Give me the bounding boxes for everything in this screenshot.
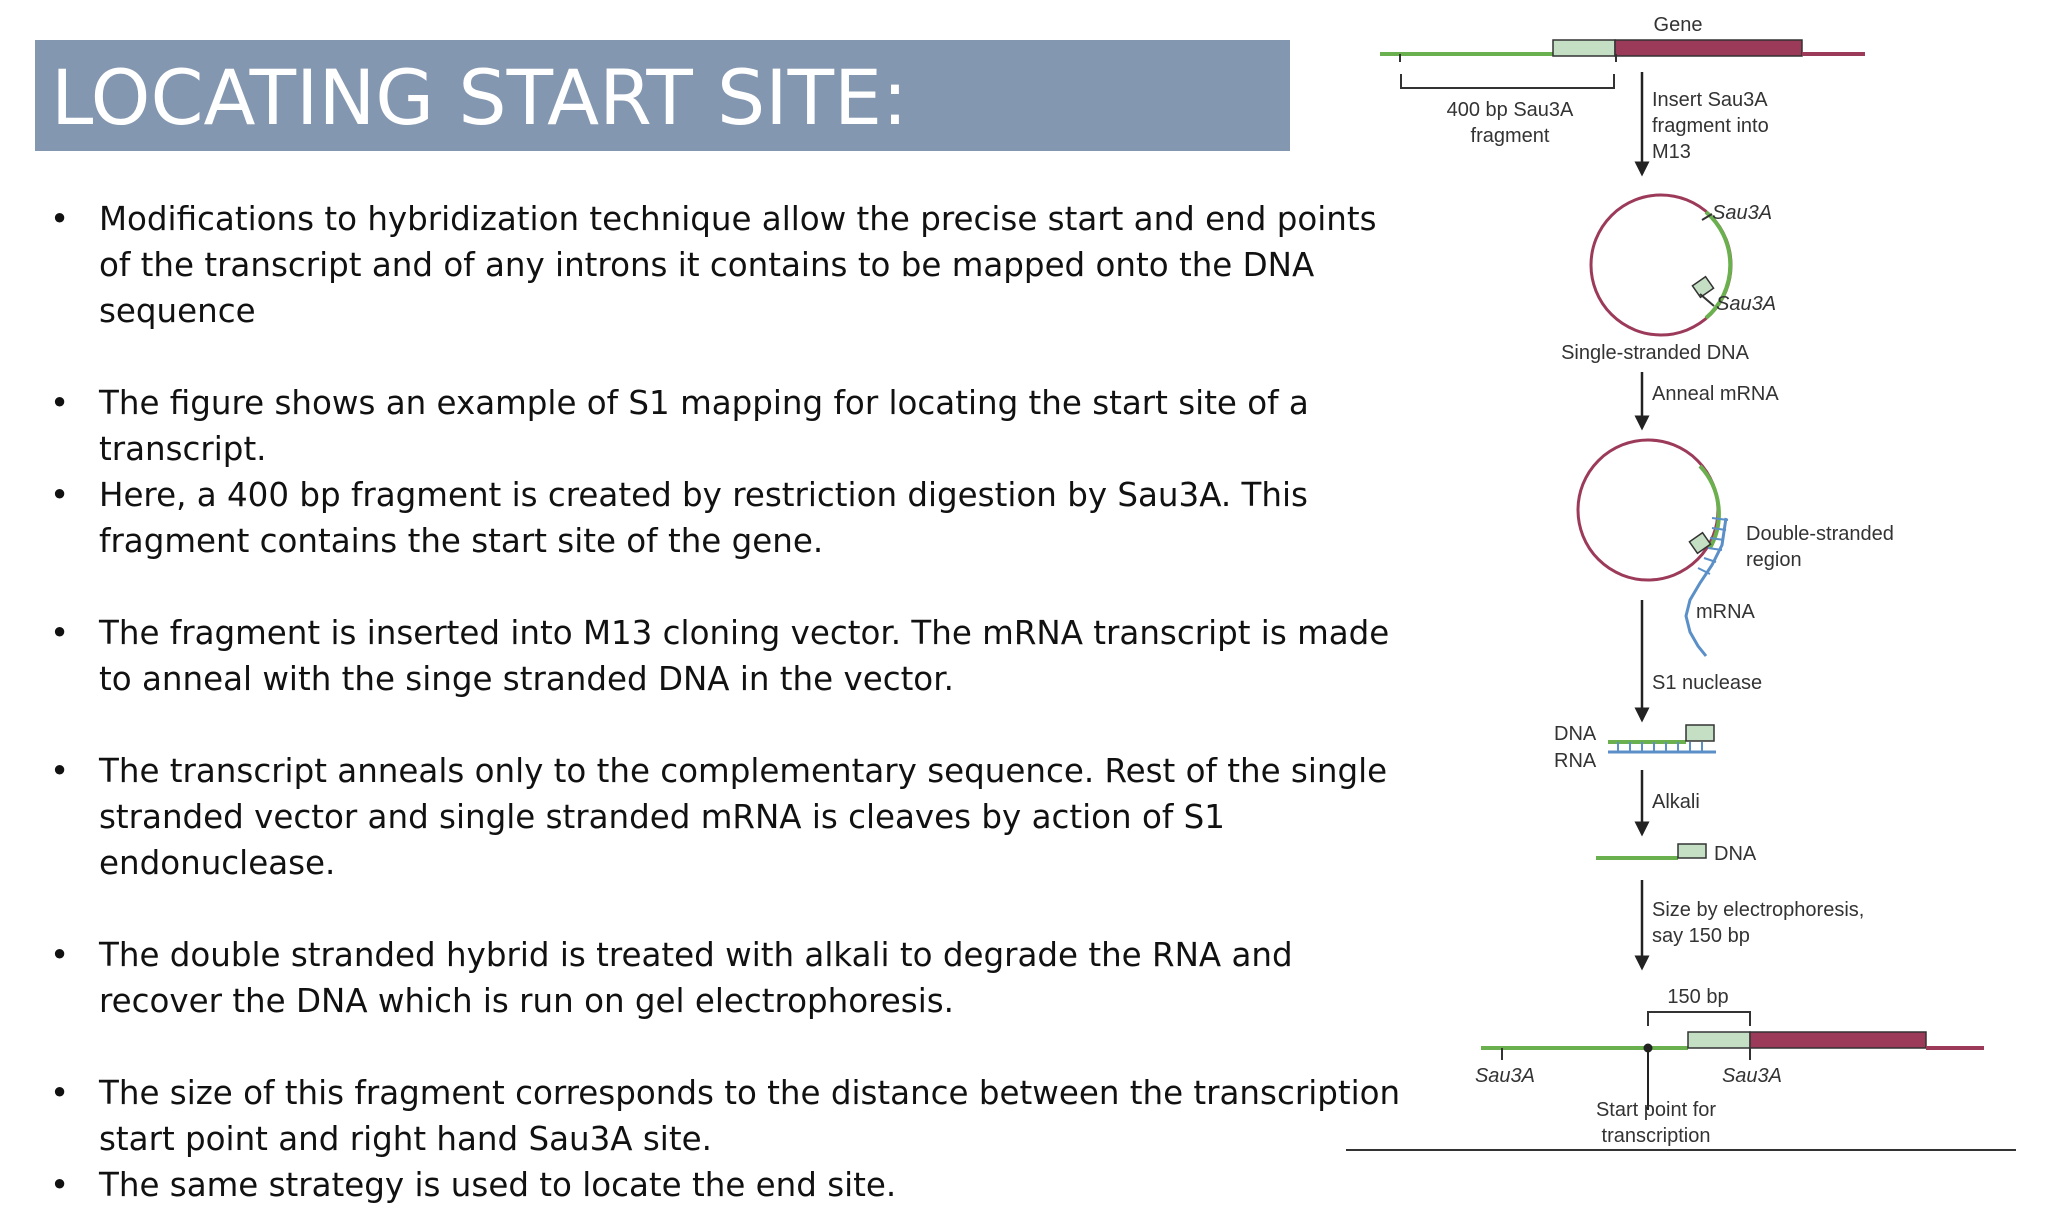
gene-construct: [1380, 40, 1865, 62]
step4-label: Alkali: [1652, 791, 1700, 813]
rna-label: RNA: [1554, 750, 1597, 772]
ds-region-label-2: region: [1746, 549, 1802, 571]
step5-label-2: say 150 bp: [1652, 925, 1750, 947]
step5-label-1: Size by electrophoresis,: [1652, 899, 1865, 921]
fragment-label-1: 400 bp Sau3A: [1446, 99, 1574, 121]
step1-label-2: fragment into: [1652, 115, 1769, 137]
recovered-dna: [1596, 844, 1706, 858]
bullet-item: • The same strategy is used to locate the end site.: [40, 1162, 1410, 1208]
dna-rna-hybrid: [1608, 725, 1716, 752]
fragment-label-2: fragment: [1470, 125, 1550, 147]
m13-ssdna-circle: [1591, 195, 1731, 335]
start-point-label-1: Start point for: [1595, 1099, 1717, 1121]
title-bar: [35, 40, 1290, 151]
size-label: 150 bp: [1667, 986, 1729, 1008]
gene-label: Gene: [1653, 14, 1703, 36]
size-bracket: [1648, 1012, 1750, 1026]
fragment-bracket: [1401, 74, 1614, 88]
mrna-label: mRNA: [1696, 601, 1755, 623]
site-label-bottom: Sau3A: [1716, 293, 1777, 315]
bullet-item: • The figure shows an example of S1 mapping for locating the start site of a transcript.: [40, 380, 1410, 472]
bullet-item: • Here, a 400 bp fragment is created by restriction digestion by Sau3A. This fragment contains the start site of the gene.: [40, 472, 1410, 564]
bullet-item: • The fragment is inserted into M13 cloning vector. The mRNA transcript is made to anneal with the singe stranded DNA in the vector.: [40, 610, 1410, 702]
s1-mapping-diagram: [1340, 0, 2048, 1152]
bullet-item: • The double stranded hybrid is treated with alkali to degrade the RNA and recover the DNA which is run on gel electrophoresis.: [40, 932, 1410, 1024]
ssdna-label: Single-stranded DNA: [1561, 342, 1749, 364]
ds-region-label-1: Double-stranded: [1746, 523, 1894, 545]
dna-label: DNA: [1554, 723, 1597, 745]
step3-label: S1 nuclease: [1652, 672, 1763, 694]
site-label-top: Sau3A: [1712, 202, 1773, 224]
promoter-box: [1553, 40, 1615, 56]
gene-box: [1615, 40, 1802, 56]
step1-label-1: Insert Sau3A: [1652, 89, 1768, 111]
bullet-item: • The size of this fragment corresponds to the distance between the transcription start point and right hand Sau3A site.: [40, 1070, 1410, 1162]
step2-label: Anneal mRNA: [1652, 383, 1779, 405]
bottom-left-site-label: Sau3A: [1474, 1065, 1536, 1087]
start-point-label-2: transcription: [1601, 1125, 1711, 1147]
bottom-right-site-label: Sau3A: [1721, 1065, 1783, 1087]
annealed-circle: [1578, 440, 1728, 656]
dna-label-2: DNA: [1714, 843, 1757, 865]
step1-label-3: M13: [1652, 141, 1691, 163]
bullet-item: • Modifications to hybridization technique allow the precise start and end points of the transcript and of any introns it contains to be mapped onto the DNA sequence: [40, 196, 1410, 334]
slide-title: LOCATING START SITE:: [51, 52, 908, 142]
bullet-item: • The transcript anneals only to the complementary sequence. Rest of the single stranded vector and single stranded mRNA is cleaves by action of S1 endonuclease.: [40, 748, 1410, 886]
bullet-list: [40, 196, 1410, 1208]
